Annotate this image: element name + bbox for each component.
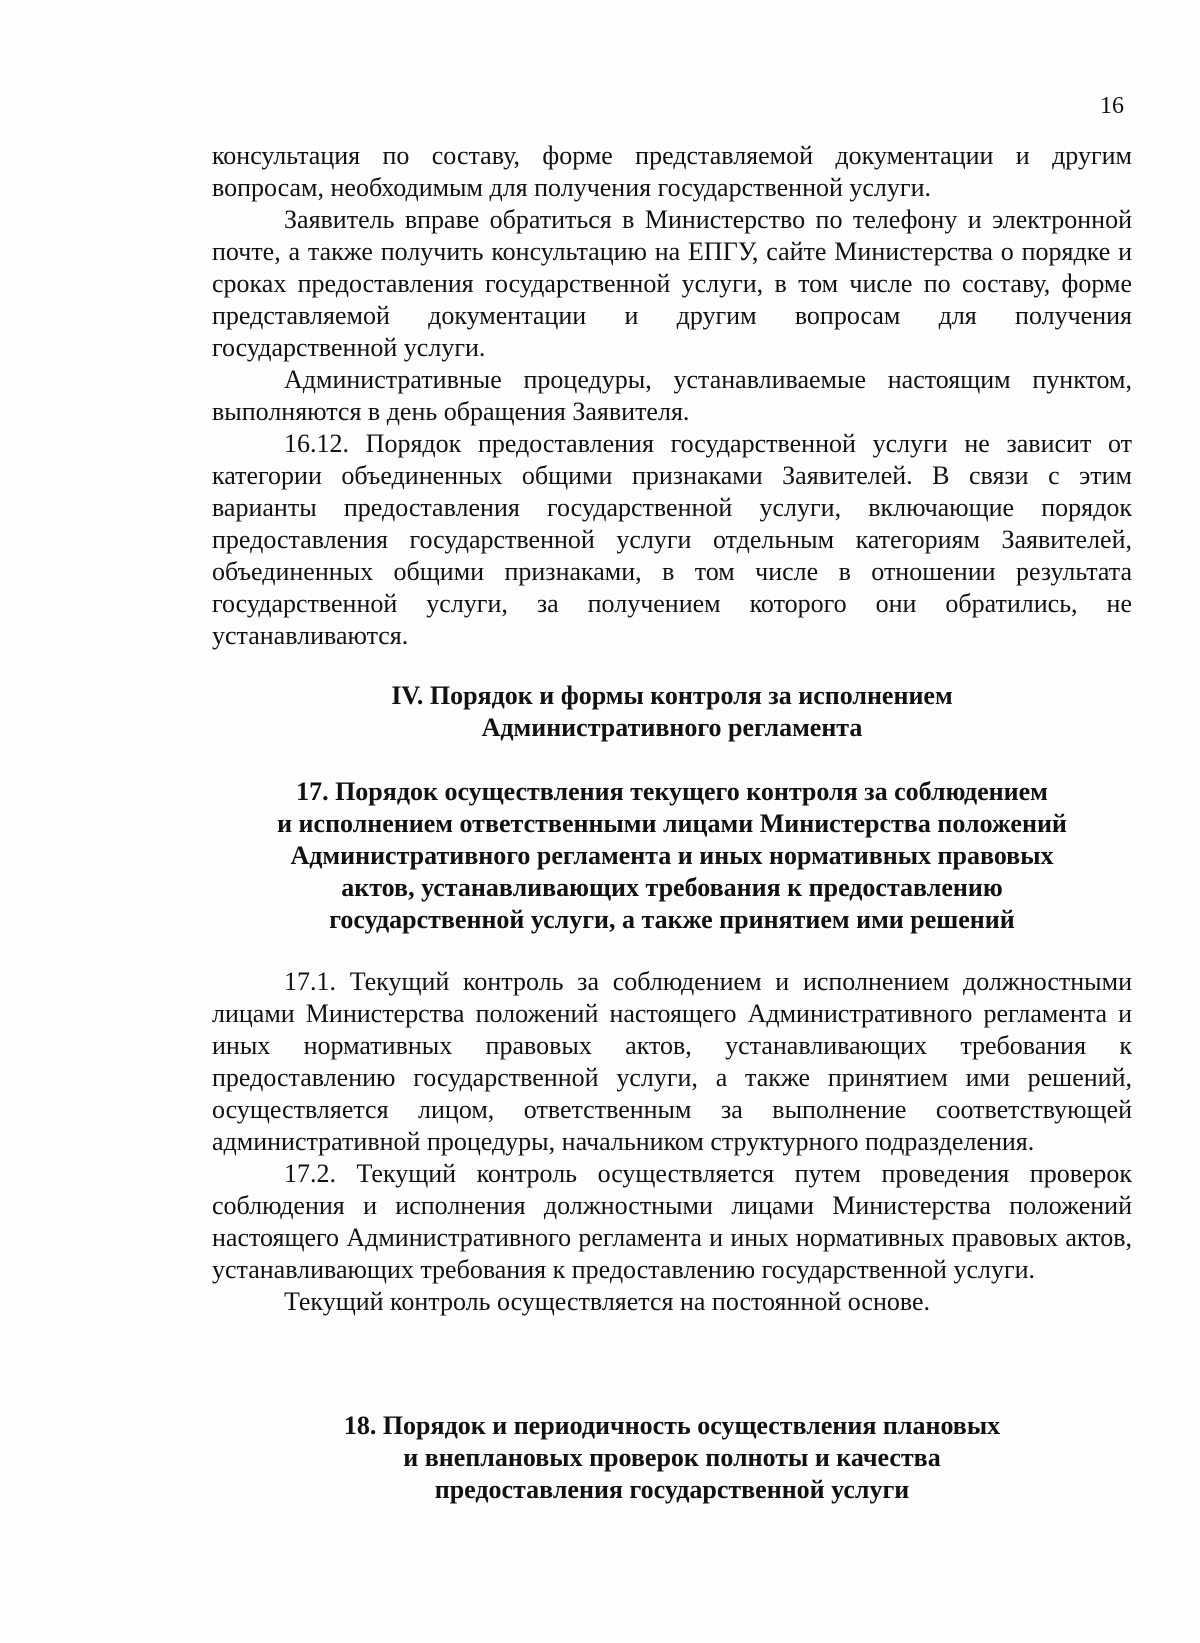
section-17-heading-line: и исполнением ответственными лицами Министерства положений bbox=[277, 809, 1067, 838]
section-18-heading-line: 18. Порядок и периодичность осуществления плановых bbox=[343, 1411, 1001, 1440]
section-17-heading-line: актов, устанавливающих требования к предоставлению bbox=[341, 873, 1003, 902]
top-text-block bbox=[212, 140, 1132, 652]
section-17-heading bbox=[212, 776, 1132, 936]
section-17-text-block bbox=[212, 966, 1132, 1318]
paragraph: консультация по составу, форме представляемой документации и другим вопросам, необходимым для получения государственной услуги. bbox=[212, 141, 1132, 202]
section-18-heading bbox=[212, 1410, 1132, 1506]
section-iv-heading-line: IV. Порядок и формы контроля за исполнением bbox=[391, 681, 953, 710]
paragraph-17-2: 17.2. Текущий контроль осуществляется путем проведения проверок соблюдения и исполнения должностными лицами Министерства положений настоящего Административного регламента и иных нормативных правовых актов, устанавливающих требования к предоставлению государственной услуги. bbox=[212, 1159, 1132, 1284]
section-18-heading-line: предоставления государственной услуги bbox=[434, 1475, 910, 1504]
section-18-heading-line: и внеплановых проверок полноты и качества bbox=[403, 1443, 941, 1472]
paragraph-16-12: 16.12. Порядок предоставления государственной услуги не зависит от категории объединенных общими признаками Заявителей. В связи с этим варианты предоставления государственной услуги, включающие порядок предоставления государственной услуги отдельным категориям Заявителей, объединенных общими признаками, в том числе в отношении результата государственной услуги, за получением которого они обратились, не устанавливаются. bbox=[212, 429, 1132, 650]
paragraph-17-1: 17.1. Текущий контроль за соблюдением и исполнением должностными лицами Министерства положений настоящего Административного регламента и иных нормативных правовых актов, устанавливающих требования к предоставлению государственной услуги, а также принятием ими решений, осуществляется лицом, ответственным за выполнение соответствующей административной процедуры, начальником структурного подразделения. bbox=[212, 967, 1132, 1156]
section-17-heading-line: Административного регламента и иных нормативных правовых bbox=[290, 841, 1054, 870]
section-17-heading-line: государственной услуги, а также принятием ими решений bbox=[329, 905, 1015, 934]
paragraph: Текущий контроль осуществляется на постоянной основе. bbox=[284, 1287, 931, 1316]
paragraph: Заявитель вправе обратиться в Министерство по телефону и электронной почте, а также получить консультацию на ЕПГУ, сайте Министерства о порядке и сроках предоставления государственной услуги, в том числе по составу, форме представляемой документации и другим вопросам для получения государственной услуги. bbox=[212, 205, 1132, 362]
section-iv-heading bbox=[212, 680, 1132, 744]
page-number: 16 bbox=[1100, 93, 1124, 119]
section-iv-heading-line: Административного регламента bbox=[481, 713, 863, 742]
paragraph: Административные процедуры, устанавливаемые настоящим пунктом, выполняются в день обращения Заявителя. bbox=[212, 365, 1132, 426]
section-17-heading-line: 17. Порядок осуществления текущего контроля за соблюдением bbox=[296, 777, 1048, 806]
